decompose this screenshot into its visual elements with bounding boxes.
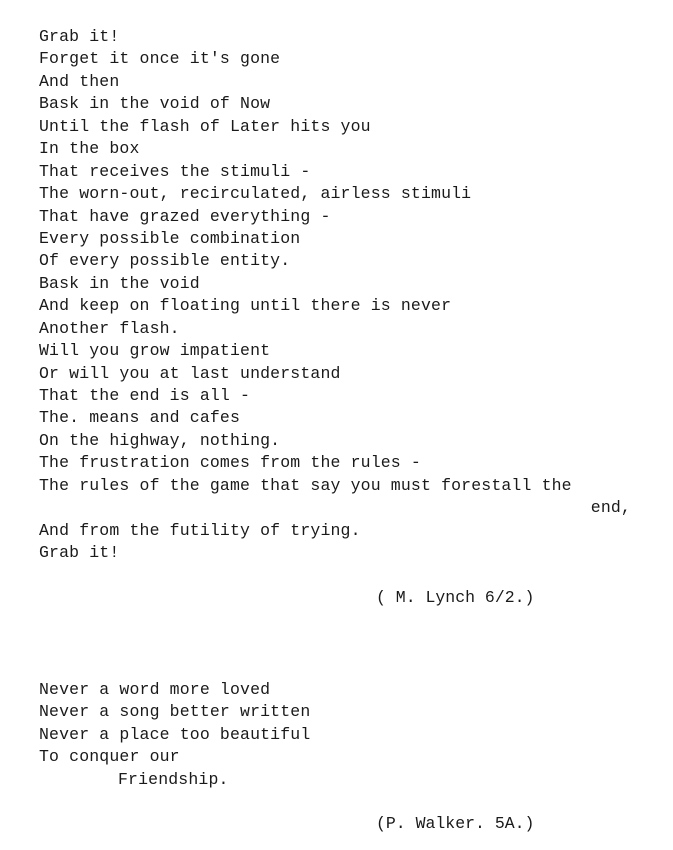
poem-line: Forget it once it's gone xyxy=(39,49,281,69)
poem-line: Bask in the void xyxy=(39,273,200,293)
poem-line: The frustration comes from the rules - xyxy=(39,453,421,473)
poem-walker xyxy=(39,679,310,791)
attribution-lynch: ( M. Lynch 6/2.) xyxy=(376,588,535,607)
poem-lynch xyxy=(39,26,631,565)
poem-line: And from the futility of trying. xyxy=(39,520,361,540)
poem-line: Never a place too beautiful xyxy=(39,724,311,744)
poem-line: In the box xyxy=(39,139,140,159)
poem-line: That receives the stimuli - xyxy=(39,161,311,181)
poem-line: Until the flash of Later hits you xyxy=(39,116,371,136)
poem-line: Never a word more loved xyxy=(39,680,271,699)
poem-line: Bask in the void of Now xyxy=(39,94,271,114)
poem-line-indented: Friendship. xyxy=(118,769,229,789)
poem-line: Another flash. xyxy=(39,318,180,338)
poem-line: Grab it! xyxy=(39,543,120,563)
poem-line: The worn-out, recirculated, airless stimuli xyxy=(39,184,472,204)
poem-line: That the end is all - xyxy=(39,386,251,405)
poem-line: That have grazed everything - xyxy=(39,206,331,226)
poem-line: On the highway, nothing. xyxy=(39,430,281,450)
poem-line: And keep on floating until there is never xyxy=(39,296,452,316)
poem-line-continuation: end, xyxy=(590,498,631,518)
poem-line: The rules of the game that say you must forestall the xyxy=(39,475,572,495)
poem-line: The. means and cafes xyxy=(39,408,241,428)
poem-line: Every possible combination xyxy=(39,228,301,248)
poem-line: Grab it! xyxy=(39,27,120,46)
poem-line: To conquer our xyxy=(39,747,180,767)
poem-line: Never a song better written xyxy=(39,702,311,722)
poem-line: Of every possible entity. xyxy=(39,251,291,271)
poem-line: Will you grow impatient xyxy=(39,341,271,361)
poem-line: And then xyxy=(39,71,120,91)
poem-line: Or will you at last understand xyxy=(39,363,341,383)
attribution-walker: (P. Walker. 5A.) xyxy=(376,814,535,833)
